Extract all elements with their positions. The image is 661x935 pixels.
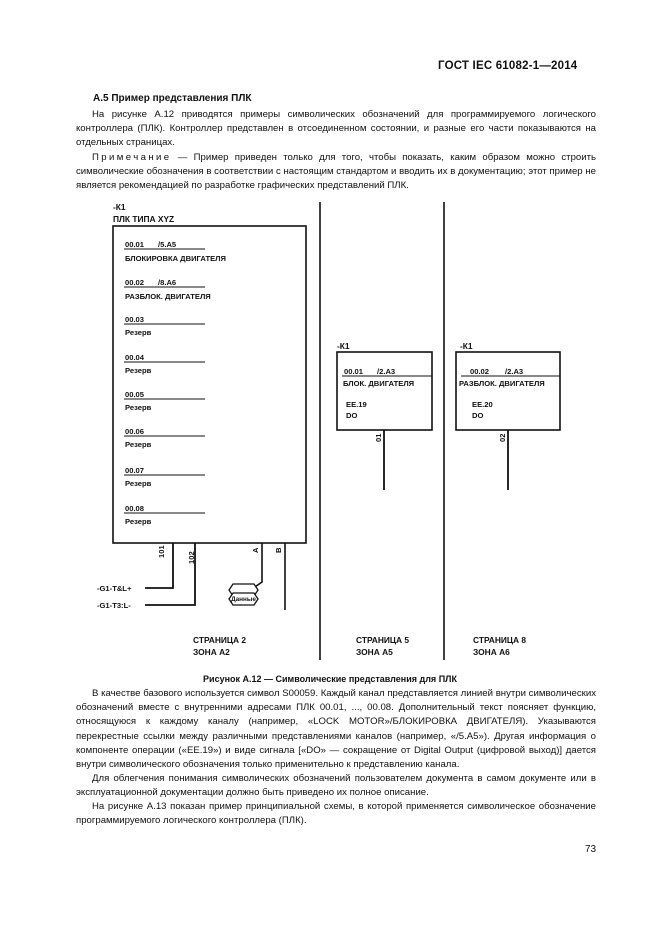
- zone-label-a2: ЗОНА А2: [193, 647, 230, 657]
- channel-function: Резерв: [125, 440, 152, 449]
- paragraph-reference: [76, 800, 596, 828]
- channel-function: Резерв: [125, 403, 152, 412]
- page-label-8: СТРАНИЦА 8: [473, 635, 527, 645]
- block2-signal: DO: [346, 411, 358, 420]
- block2-address: 00.01: [344, 367, 364, 376]
- channel-address: 00.01: [125, 240, 145, 249]
- main-designation: -К1: [113, 202, 126, 212]
- zone-label-a6: ЗОНА А6: [473, 647, 510, 657]
- page-number: 73: [585, 844, 597, 855]
- block3-signal: DO: [472, 411, 484, 420]
- note-label: Примечание: [92, 152, 172, 163]
- supply-label-plus: -G1-T&L+: [97, 584, 132, 593]
- channel-ref: /5.А5: [158, 240, 177, 249]
- channel-3: [124, 315, 205, 337]
- block3-component: ЕЕ.20: [472, 400, 493, 409]
- block2-designation: -К1: [337, 341, 350, 351]
- main-channels: [124, 240, 226, 526]
- data-bus-label: Данные: [231, 596, 256, 603]
- paragraph-explanation: [76, 772, 596, 800]
- channel-address: 00.04: [125, 353, 145, 362]
- channel-function: Резерв: [125, 517, 152, 526]
- terminal-b: B: [274, 547, 283, 553]
- block2-function: БЛОК. ДВИГАТЕЛЯ: [343, 379, 415, 388]
- block3-ref: /2.А3: [505, 367, 524, 376]
- channel-address: 00.06: [125, 427, 145, 436]
- channel-7: [124, 466, 205, 488]
- channel-address: 00.03: [125, 315, 145, 324]
- channel-6: [124, 427, 205, 449]
- channel-function: Резерв: [125, 328, 152, 337]
- channel-function: БЛОКИРОВКА ДВИГАТЕЛЯ: [125, 254, 226, 263]
- terminal-102: 102: [187, 551, 196, 564]
- channel-function: Резерв: [125, 479, 152, 488]
- channel-address: 00.08: [125, 504, 145, 513]
- block3-terminal: 02: [498, 433, 507, 442]
- block3-function: РАЗБЛОК. ДВИГАТЕЛЯ: [459, 379, 545, 388]
- channel-5: [124, 390, 205, 412]
- document-header: ГОСТ IEC 61082-1—2014: [438, 60, 578, 72]
- channel-8: [124, 504, 205, 526]
- block3-address: 00.02: [470, 367, 490, 376]
- section-title: А.5 Пример представления ПЛК: [93, 93, 252, 104]
- block2-terminal: 01: [374, 433, 383, 442]
- block2-component: ЕЕ.19: [346, 400, 367, 409]
- paragraph-intro-text: На рисунке А.12 приводятся примеры символических обозначений для программируемого логического контроллера (ПЛК). Контроллер представлен в отсоединенном состоянии, и разные его части показываются на отдельных страницах.: [76, 109, 596, 149]
- terminal-101: 101: [157, 545, 166, 558]
- page-label-2: СТРАНИЦА 2: [193, 635, 247, 645]
- channel-address: 00.02: [125, 278, 145, 287]
- main-type: ПЛК ТИПА XYZ: [113, 214, 175, 224]
- supply-label-minus: -G1-T3:L-: [97, 601, 131, 610]
- zone-label-a5: ЗОНА А5: [356, 647, 393, 657]
- paragraph-explanation-text: Для облегчения понимания символических обозначений пользователем документа в самом документе или в эксплуатационной документации должно быть приведено их полное описание.: [76, 773, 596, 799]
- block3-designation: -К1: [460, 341, 473, 351]
- note-text: — Пример приведен только для того, чтобы показать, каким образом можно строить символические обозначения в соответствии с настоящим стандартом и вводить их в документацию; этот пример не является рекомендацией по разработке графических представлений ПЛК.: [76, 152, 596, 192]
- terminal-a: A: [251, 547, 260, 553]
- channel-1: [124, 240, 226, 263]
- channel-address: 00.05: [125, 390, 145, 399]
- figure-caption: Рисунок А.12 — Символические представления для ПЛК: [203, 674, 457, 684]
- paragraph-description: [76, 687, 596, 772]
- plc-block-page5: [337, 341, 432, 657]
- channel-function: Резерв: [125, 366, 152, 375]
- channel-2: [124, 278, 211, 301]
- paragraph-description-text: В качестве базового используется символ S00059. Каждый канал представляется линией внутри символических обозначений вместе с внутренними адресами ПЛК 00.01, ..., 00.08. Дополнительный текст поясняет функцию, относящуюся к каждому каналу (например, «LOCK MOTOR»/БЛОКИРОВКА ДВИГАТЕЛЯ). Указываются перекрестные ссылки между различными представлениями каналов (например, «/5.А5»). Другая информация о компоненте операции («ЕЕ.19») и виде сигнала [«DO» — сокращение от Digital Output (цифровой выход)] дается внутри символического обозначения только применительно к представлению канала.: [76, 688, 596, 771]
- page-label-5: СТРАНИЦА 5: [356, 635, 410, 645]
- channel-4: [124, 353, 205, 375]
- channel-address: 00.07: [125, 466, 145, 475]
- paragraph-reference-text: На рисунке А.13 показан пример принципиальной схемы, в которой применяется символическое обозначение программируемого логического контроллера (ПЛК).: [76, 801, 596, 827]
- main-plc-block: [113, 226, 306, 543]
- channel-ref: /8.А6: [158, 278, 177, 287]
- block2-ref: /2.А3: [377, 367, 396, 376]
- channel-function: РАЗБЛОК. ДВИГАТЕЛЯ: [125, 292, 211, 301]
- plc-block-page8: [456, 341, 560, 657]
